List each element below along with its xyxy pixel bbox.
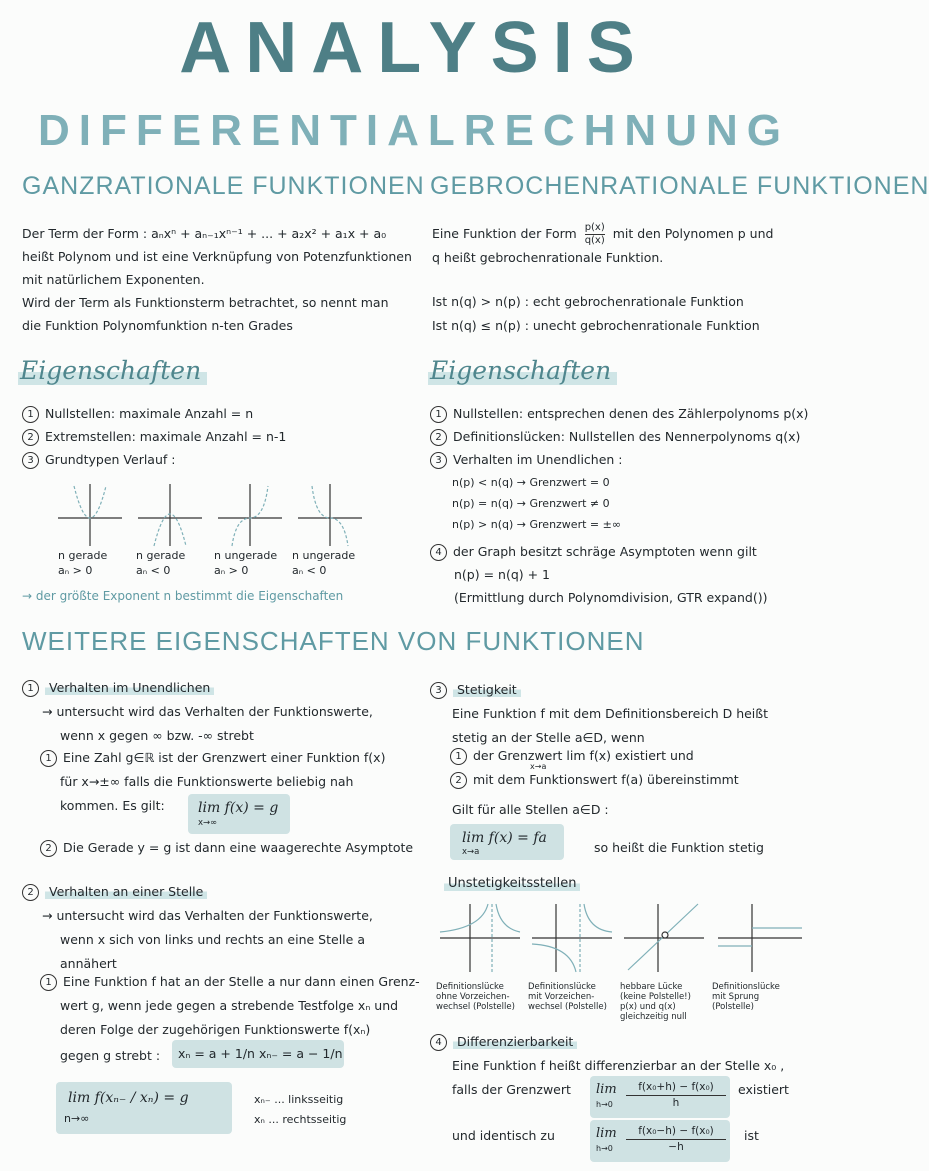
graph-pole-sign <box>532 904 612 972</box>
s3-box-after: so heißt die Funktion stetig <box>594 840 764 855</box>
s4-line3: und identisch zu <box>452 1128 555 1143</box>
s3-limit-box: lim f(x) = fa x→a <box>450 824 564 860</box>
polynomial-graphs <box>50 480 370 550</box>
gebr-heading: GEBROCHENRATIONALE FUNKTIONEN <box>430 172 929 200</box>
s4-line3b: ist <box>744 1128 759 1143</box>
s1-title: 1 Verhalten im Unendlichen <box>22 676 214 699</box>
s1-sub2: 2 Die Gerade y = g ist dann eine waagerechte Asymptote <box>40 836 413 859</box>
ganz-line: heißt Polynom und ist eine Verknüpfung von Potenzfunktionen <box>22 249 412 264</box>
num-badge: 1 <box>22 406 39 423</box>
prop-text: Grundtypen Verlauf : <box>45 452 176 467</box>
gebr-line3: Ist n(q) > n(p) : echt gebrochenrationale Funktion <box>432 294 744 309</box>
unstetig-heading: Unstetigkeitsstellen <box>444 872 580 895</box>
prop-item: 3 Verhalten im Unendlichen : <box>430 448 808 471</box>
s2-sub1: 1 Eine Funktion f hat an der Stelle a nur dann einen Grenz- wert g, wenn jede gegen a strebende Testfolge xₙ und deren Folge der zugehörigen Funktionswerte f(xₙ) <box>40 970 420 1042</box>
graph-label: n ungerade aₙ < 0 <box>292 549 356 577</box>
unstetig-label: hebbare Lücke (keine Polstelle!) p(x) und q(x) gleichzeitig null <box>620 982 691 1022</box>
s2-sequence-box: xₙ = a + 1/n xₙ₋ = a − 1/n <box>172 1040 344 1068</box>
prop-item <box>22 402 286 425</box>
gebr-prop4: 4 der Graph besitzt schräge Asymptoten wenn gilt n(p) = n(q) + 1 (Ermittlung durch Polynomdivision, GTR expand()) <box>430 540 767 609</box>
num-badge: 2 <box>22 429 39 446</box>
gebr-line4: Ist n(q) ≤ n(p) : unecht gebrochenrationale Funktion <box>432 318 760 333</box>
num-badge: 3 <box>22 452 39 469</box>
s2-side-notes: xₙ₋ ... linksseitig xₙ ... rechtsseitig <box>254 1093 347 1126</box>
s3-lim-sub: x→a <box>530 762 547 771</box>
unstetig-label: Definitionslücke mit Vorzeichen- wechsel (Polstelle) <box>528 982 607 1012</box>
s4-line2: falls der Grenzwert <box>452 1082 571 1097</box>
s4-line1: Eine Funktion f heißt differenzierbar an der Stelle x₀ , <box>452 1058 785 1073</box>
graph-label: n gerade aₙ < 0 <box>136 549 186 577</box>
graph-1 <box>58 484 122 546</box>
weitere-heading: WEITERE EIGENSCHAFTEN VON FUNKTIONEN <box>22 626 645 656</box>
s4-limit-box-1: lim h→0 f(x₀+h) − f(x₀) h <box>590 1076 730 1118</box>
s4-title: 4 Differenzierbarkeit <box>430 1030 577 1053</box>
ganz-line: die Funktion Polynomfunktion n-ten Grades <box>22 318 293 333</box>
ganz-props <box>22 402 286 471</box>
gebr-props <box>430 402 808 471</box>
s2-limit-box: lim f(xₙ₋ / xₙ) = g n→∞ <box>56 1082 232 1134</box>
gebr-limits: n(p) < n(q) → Grenzwert = 0 n(p) = n(q) → Grenzwert ≠ 0 n(p) > n(q) → Grenzwert = ±∞ <box>452 476 622 531</box>
page-subtitle: DIFFERENTIALRECHNUNG <box>38 106 790 155</box>
gebr-line2: q heißt gebrochenrationale Funktion. <box>432 250 664 265</box>
ganz-note: → der größte Exponent n bestimmt die Eigenschaften <box>22 589 344 603</box>
ganz-text <box>22 222 412 337</box>
graph-jump <box>718 904 802 972</box>
s4-line2b: existiert <box>738 1082 789 1097</box>
unstetig-label: Definitionslücke ohne Vorzeichen- wechsel (Polstelle) <box>436 982 515 1012</box>
s3-title: 3 Stetigkeit <box>430 678 521 701</box>
graph-label: n ungerade aₙ > 0 <box>214 549 278 577</box>
s2-strebt: gegen g strebt : <box>60 1048 161 1063</box>
gebr-line1: Eine Funktion der Form $\frac{p(x)}{q(x)}$ mit den Polynomen p und <box>432 222 774 246</box>
ganz-heading: GANZRATIONALE FUNKTIONEN <box>22 172 425 200</box>
graph-2 <box>138 484 202 546</box>
prop-item <box>22 425 286 448</box>
discontinuity-graphs <box>436 900 816 976</box>
prop-item: 2 Definitionslücken: Nullstellen des Nennerpolynoms q(x) <box>430 425 808 448</box>
graph-3 <box>218 484 282 546</box>
s2-text: → untersucht wird das Verhalten der Funktionswerte, wenn x sich von links und rechts an eine Stelle a annähert <box>42 908 373 971</box>
s3-text: Eine Funktion f mit dem Definitionsbereich D heißt stetig an der Stelle a∈D, wenn <box>452 706 769 745</box>
s1-text: → untersucht wird das Verhalten der Funktionswerte, wenn x gegen ∞ bzw. -∞ strebt <box>42 704 373 743</box>
s1-sub1: 1 Eine Zahl g∈ℝ ist der Grenzwert einer Funktion f(x) für x→±∞ falls die Funktionswerte beliebig nah kommen. Es gilt: <box>40 746 385 818</box>
prop-item <box>22 448 286 471</box>
gebr-props-heading: Eigenschaften <box>428 356 617 385</box>
graph-label: n gerade aₙ > 0 <box>58 549 108 577</box>
gebr-fraction: $\frac{p(x)}{q(x)}$ <box>584 222 605 246</box>
prop-text: Extremstellen: maximale Anzahl = n-1 <box>45 429 287 444</box>
ganz-line: mit natürlichem Exponenten. <box>22 272 205 287</box>
graph-pole-no-sign <box>440 904 520 972</box>
prop-item: 1 Nullstellen: entsprechen denen des Zählerpolynoms p(x) <box>430 402 808 425</box>
ganz-line: Der Term der Form : aₙxⁿ + aₙ₋₁xⁿ⁻¹ + ... + a₂x² + a₁x + a₀ <box>22 226 387 241</box>
s1-limit-box: lim f(x) = g x→∞ <box>188 794 290 834</box>
graph-removable <box>624 904 704 972</box>
s3-conditions: 1 der Grenzwert lim f(x) existiert und 2 mit dem Funktionswert f(a) übereinstimmt <box>450 744 739 792</box>
page-title: ANALYSIS <box>179 8 649 88</box>
ganz-line: Wird der Term als Funktionsterm betrachtet, so nennt man <box>22 295 389 310</box>
graph-4 <box>298 484 362 546</box>
s2-title: 2 Verhalten an einer Stelle <box>22 880 207 903</box>
ganz-props-heading: Eigenschaften <box>18 356 207 385</box>
s4-limit-box-2: lim h→0 f(x₀−h) − f(x₀) −h <box>590 1120 730 1162</box>
unstetig-label: Definitionslücke mit Sprung (Polstelle) <box>712 982 780 1012</box>
prop-text: Nullstellen: maximale Anzahl = n <box>45 406 254 421</box>
s3-all: Gilt für alle Stellen a∈D : <box>452 802 609 817</box>
